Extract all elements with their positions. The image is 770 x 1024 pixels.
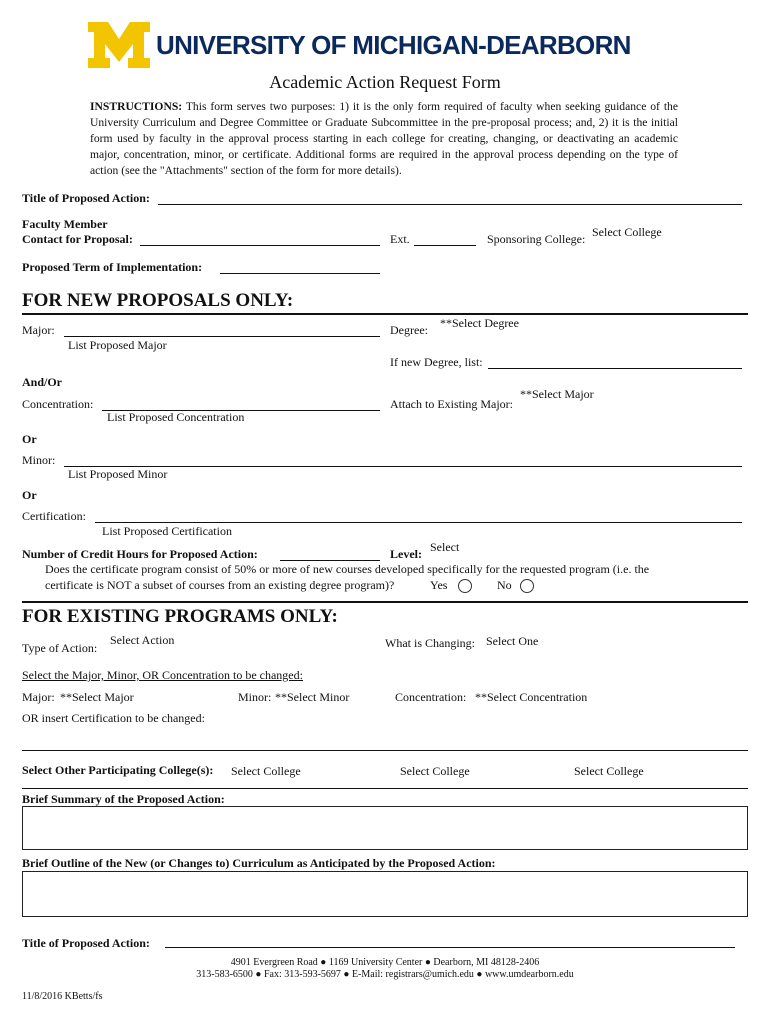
credit-hours-label: Number of Credit Hours for Proposed Action: [22,547,258,561]
sponsoring-label: Sponsoring College: [487,232,586,246]
concentration-hint: List Proposed Concentration [107,410,245,424]
no-option[interactable] [497,578,534,593]
footer-revision: 11/8/2016 KBetts/fs [22,991,103,1002]
participating-rule [22,750,748,751]
and-or-label: And/Or [22,375,63,389]
form-title: Academic Action Request Form [269,72,501,92]
existing-minor-select[interactable]: **Select Minor [275,690,350,704]
concentration-label: Concentration: [22,397,94,411]
title-label: Title of Proposed Action: [22,191,150,205]
new-proposals-heading: FOR NEW PROPOSALS ONLY: [22,290,294,311]
ext-input[interactable] [414,245,476,246]
yes-radio[interactable] [458,579,472,593]
yes-option[interactable] [430,578,472,593]
yes-label: Yes [430,578,448,592]
outline-label: Brief Outline of the New (or Changes to) Curriculum as Anticipated by the Proposed Action: [22,856,496,870]
what-changing-select[interactable]: Select One [486,634,539,648]
instructions-text: This form serves two purposes: 1) it is the only form required of faculty when seeking guidance of the University Curriculum and Degree Committee or Graduate Subcommittee in the pre-proposal process; and, 2) it is the initial form used by faculty in the approval process starting in each college for creating, changing, or deactivating an academic major, concentration, minor, or certificate. Additional forms are required in the approval process depending on the type of action (see the "Attachments" section of the form for more details). [90,100,678,177]
participating-college-1[interactable]: Select College [231,764,301,778]
existing-concentration-label: Concentration: [395,690,467,704]
new-degree-input[interactable] [488,368,742,369]
faculty-label-line1: Faculty Member [22,217,108,231]
certification-label: Certification: [22,509,86,523]
minor-label: Minor: [22,453,56,467]
faculty-label-line2: Contact for Proposal: [22,232,133,246]
block-m-icon [88,22,150,68]
existing-concentration-select[interactable]: **Select Concentration [475,690,588,704]
outline-textarea[interactable] [22,871,748,917]
participating-college-2[interactable]: Select College [400,764,470,778]
summary-label: Brief Summary of the Proposed Action: [22,792,225,806]
certification-input[interactable] [95,522,742,523]
existing-certification-label: OR insert Certification to be changed: [22,711,205,725]
minor-hint: List Proposed Minor [68,467,168,481]
major-input[interactable] [64,336,380,337]
degree-select[interactable]: **Select Degree [440,316,519,330]
footer-address: 4901 Evergreen Road ● 1169 University Center ● Dearborn, MI 48128-2406 [230,957,540,968]
existing-major-select[interactable]: **Select Major [60,690,134,704]
type-of-action-label: Type of Action: [22,641,98,655]
level-label: Level: [390,547,422,561]
or-label-1: Or [22,432,37,446]
type-of-action-select[interactable]: Select Action [110,633,175,647]
footer-title-label: Title of Proposed Action: [22,936,150,950]
instructions [90,99,678,179]
ext-label: Ext. [390,232,410,246]
faculty-input[interactable] [140,245,380,246]
existing-programs-rule [22,601,748,603]
participating-label: Select Other Participating College(s): [22,763,214,777]
summary-textarea[interactable] [22,806,748,850]
footer-contact: 313-583-6500 ● Fax: 313-593-5697 ● E-Mail: registrars@umich.edu ● www.umdearborn.edu [196,969,574,980]
new-proposals-rule [22,313,748,315]
certificate-question-line2: certificate is NOT a subset of courses from an existing degree program)? [45,578,395,592]
sponsoring-college-select[interactable]: Select College [592,225,662,239]
no-radio[interactable] [520,579,534,593]
major-hint: List Proposed Major [68,338,167,352]
level-select[interactable]: Select [430,540,460,554]
what-changing-label: What is Changing: [385,636,475,650]
attach-label: Attach to Existing Major: [390,397,513,411]
certificate-question-line1: Does the certificate program consist of 50% or more of new courses developed specifically for the requested program (i.e. the [45,562,650,576]
degree-label: Degree: [390,323,428,337]
existing-major-label: Major: [22,690,55,704]
term-label: Proposed Term of Implementation: [22,260,203,274]
footer-title-input[interactable] [165,947,735,948]
certification-hint: List Proposed Certification [102,524,232,538]
credit-hours-input[interactable] [280,560,380,561]
existing-programs-heading: FOR EXISTING PROGRAMS ONLY: [22,606,338,627]
major-label: Major: [22,323,55,337]
term-input[interactable] [220,273,380,274]
instructions-label: INSTRUCTIONS: [90,100,183,113]
existing-minor-label: Minor: [238,690,272,704]
attach-major-select[interactable]: **Select Major [520,387,594,401]
select-change-instruction: Select the Major, Minor, OR Concentration to be changed: [22,668,303,682]
summary-rule [22,788,748,789]
or-label-2: Or [22,488,37,502]
if-new-degree-label: If new Degree, list: [390,355,483,369]
title-input[interactable] [158,204,742,205]
university-logo [88,22,150,72]
no-label: No [497,578,512,592]
university-name: UNIVERSITY OF MICHIGAN-DEARBORN [156,30,631,60]
participating-college-3[interactable]: Select College [574,764,644,778]
